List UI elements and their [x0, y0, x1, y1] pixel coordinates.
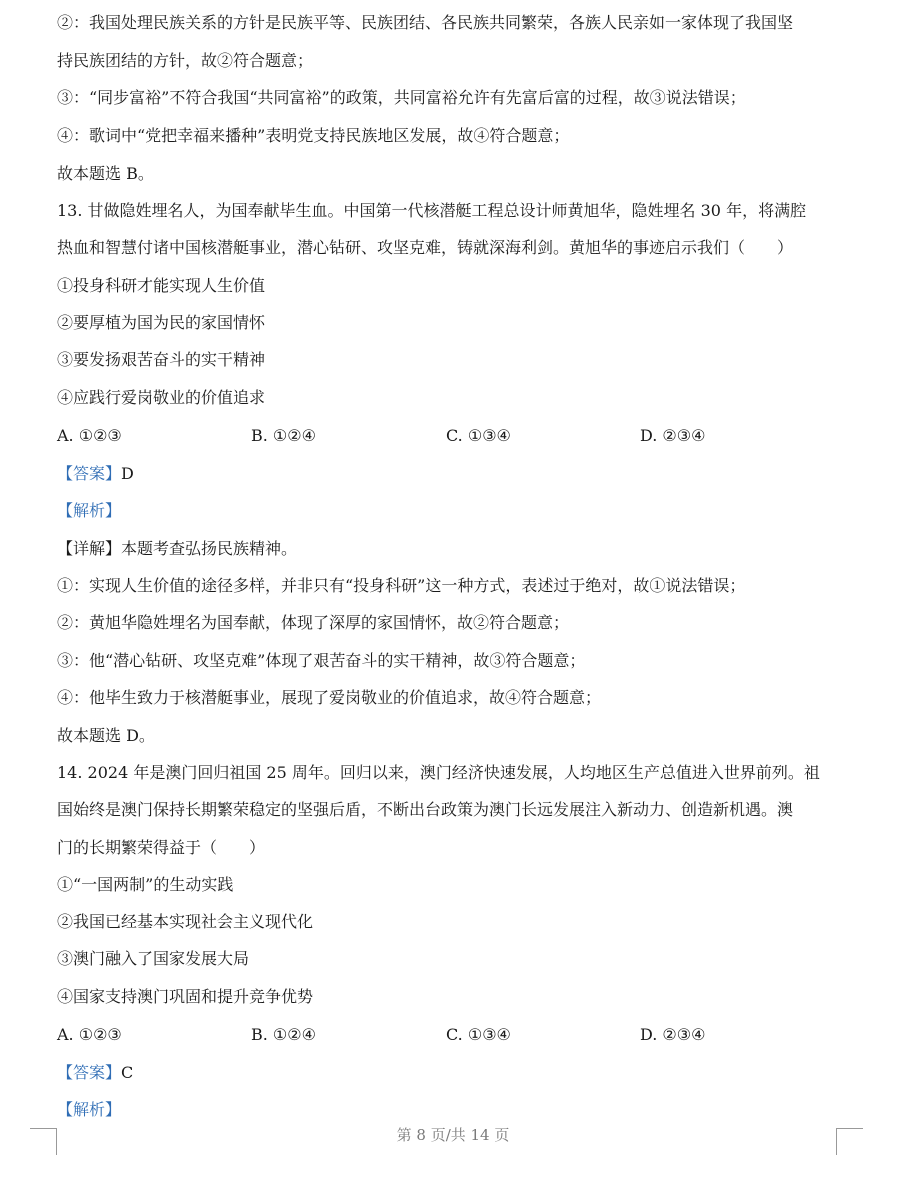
- explanation-line: ②：黄旭华隐姓埋名为国奉献，体现了深厚的家国情怀，故②符合题意；: [57, 613, 570, 632]
- option-b: B. ①②④: [251, 1025, 316, 1044]
- answer-value: D: [121, 464, 134, 483]
- analysis-tag: 【解析】: [57, 501, 122, 520]
- answer-line: [57, 464, 866, 484]
- option-d: D. ②③④: [640, 1025, 706, 1044]
- answer-tag: 【答案】: [57, 1063, 122, 1082]
- question-13-statement: ②要厚植为国为民的家国情怀: [57, 313, 266, 332]
- text-line: 故本题选 B。: [57, 164, 154, 183]
- question-14-statement: ④国家支持澳门巩固和提升竞争优势: [57, 987, 314, 1006]
- detail-line: [57, 539, 866, 559]
- question-14-stem: 14. 2024 年是澳门回归祖国 25 周年。回归以来，澳门经济快速发展，人均地区生产总值进入世界前列。祖: [57, 763, 820, 782]
- text-line: 持民族团结的方针，故②符合题意；: [57, 51, 314, 70]
- analysis-tag: 【解析】: [57, 1100, 122, 1119]
- option-a: A. ①②③: [57, 426, 122, 445]
- conclusion-line: 故本题选 D。: [57, 726, 155, 745]
- option-a: A. ①②③: [57, 1025, 122, 1044]
- question-14-statement: ②我国已经基本实现社会主义现代化: [57, 912, 314, 931]
- analysis-line: [57, 1100, 866, 1120]
- question-13-statement: ①投身科研才能实现人生价值: [57, 276, 266, 295]
- option-c: C. ①③④: [446, 1025, 511, 1044]
- page-number: 第 8 页/共 14 页: [396, 1126, 510, 1144]
- question-14-statement: ③澳门融入了国家发展大局: [57, 949, 250, 968]
- explanation-line: ③：他“潜心钻研、攻坚克难”体现了艰苦奋斗的实干精神，故③符合题意；: [57, 651, 586, 670]
- analysis-line: [57, 501, 866, 521]
- question-13-stem: 热血和智慧付诸中国核潜艇事业，潜心钻研、攻坚克难，铸就深海利剑。黄旭华的事迹启示我们（ ）: [57, 238, 794, 257]
- detail-tag: 【详解】: [57, 539, 122, 558]
- answer-tag: 【答案】: [57, 464, 122, 483]
- option-b: B. ①②④: [251, 426, 316, 445]
- question-14-statement: ①“一国两制”的生动实践: [57, 875, 234, 894]
- text-line: ②：我国处理民族关系的方针是民族平等、民族团结、各民族共同繁荣，各族人民亲如一家体现了我国坚: [57, 13, 794, 32]
- question-13-stem: 13. 甘做隐姓埋名人，为国奉献毕生血。中国第一代核潜艇工程总设计师黄旭华，隐姓埋名 30 年，将满腔: [57, 201, 807, 220]
- text-line: ④：歌词中“党把幸福来播种”表明党支持民族地区发展，故④符合题意；: [57, 126, 570, 145]
- question-13-options: [57, 426, 857, 446]
- answer-value: C: [121, 1063, 134, 1082]
- explanation-line: ①：实现人生价值的途径多样，并非只有“投身科研”这一种方式，表述过于绝对，故①说法错误；: [57, 576, 746, 595]
- question-14-stem: 国始终是澳门保持长期繁荣稳定的坚强后盾，不断出台政策为澳门长远发展注入新动力、创造新机遇。澳: [57, 800, 794, 819]
- question-13-statement: ④应践行爱岗敬业的价值追求: [57, 388, 266, 407]
- question-14-options: [57, 1025, 857, 1045]
- option-d: D. ②③④: [640, 426, 706, 445]
- question-14-stem: 门的长期繁荣得益于（ ）: [57, 838, 266, 857]
- question-13-statement: ③要发扬艰苦奋斗的实干精神: [57, 350, 266, 369]
- text-line: ③：“同步富裕”不符合我国“共同富裕”的政策，共同富裕允许有先富后富的过程，故③说法错误；: [57, 88, 746, 107]
- option-c: C. ①③④: [446, 426, 511, 445]
- detail-text: 本题考查弘扬民族精神。: [121, 539, 298, 558]
- answer-line: [57, 1063, 866, 1083]
- explanation-line: ④：他毕生致力于核潜艇事业，展现了爱岗敬业的价值追求，故④符合题意；: [57, 688, 602, 707]
